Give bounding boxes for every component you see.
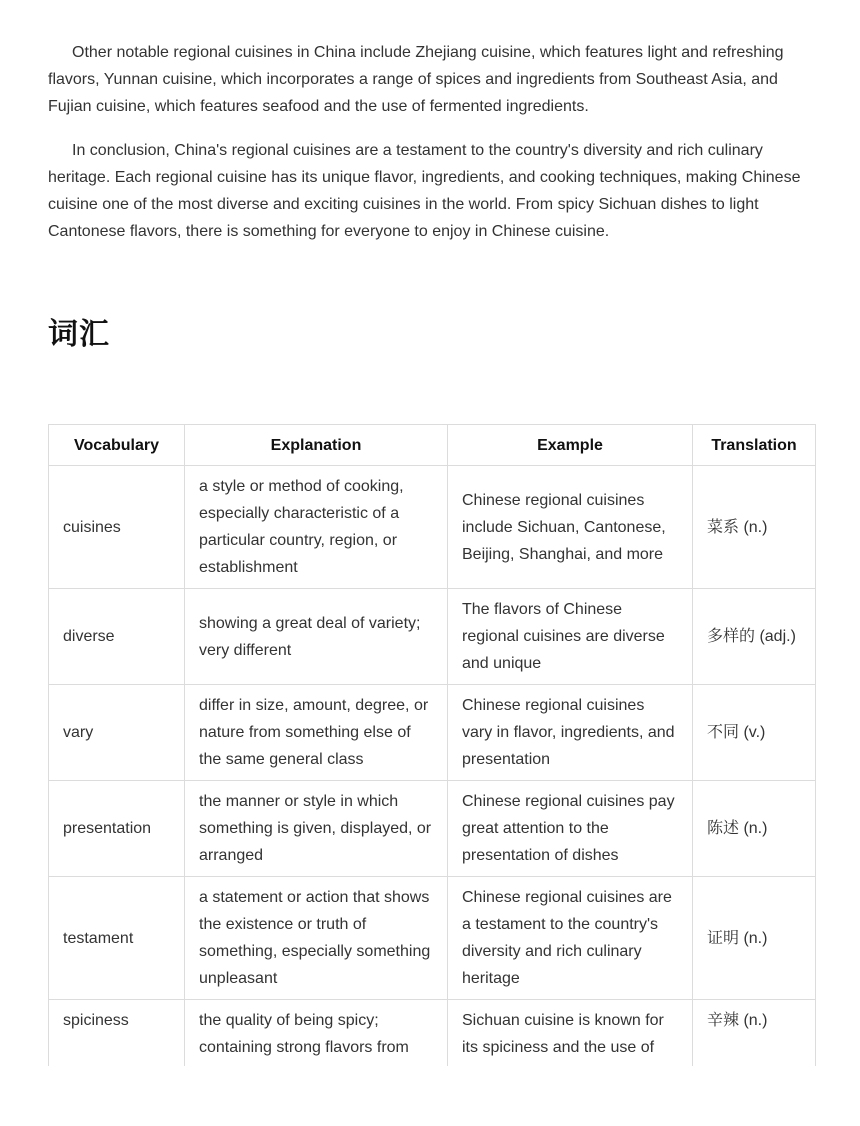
- cell-example: Chinese regional cuisines include Sichuan, Cantonese, Beijing, Shanghai, and more: [448, 466, 693, 589]
- cell-explanation: a statement or action that shows the existence or truth of something, especially something unpleasant: [185, 877, 448, 1000]
- cell-word: cuisines: [49, 466, 185, 589]
- cell-example: Chinese regional cuisines vary in flavor, ingredients, and presentation: [448, 685, 693, 781]
- cell-example: Chinese regional cuisines are a testament to the country's diversity and rich culinary heritage: [448, 877, 693, 1000]
- table-header-row: [49, 425, 816, 466]
- cell-translation: 不同 (v.): [693, 685, 816, 781]
- cell-translation: 辛辣 (n.): [693, 1000, 816, 1069]
- table-row: [49, 877, 816, 1000]
- page-bottom-edge: [0, 1066, 860, 1126]
- cell-word: testament: [49, 877, 185, 1000]
- section-heading-vocabulary: 词汇: [48, 317, 110, 352]
- table-row: [49, 466, 816, 589]
- cell-translation: 多样的 (adj.): [693, 589, 816, 685]
- cell-example: Chinese regional cuisines pay great attention to the presentation of dishes: [448, 781, 693, 877]
- cell-word: diverse: [49, 589, 185, 685]
- cell-explanation: the manner or style in which something is given, displayed, or arranged: [185, 781, 448, 877]
- cell-example: The flavors of Chinese regional cuisines are diverse and unique: [448, 589, 693, 685]
- table-row: [49, 589, 816, 685]
- vocabulary-table: [48, 424, 816, 1069]
- cell-explanation: differ in size, amount, degree, or nature from something else of the same general class: [185, 685, 448, 781]
- table-row: [49, 781, 816, 877]
- header-translation: Translation: [693, 425, 816, 466]
- header-explanation: Explanation: [185, 425, 448, 466]
- cell-word: vary: [49, 685, 185, 781]
- paragraph-regional-cuisines: Other notable regional cuisines in China include Zhejiang cuisine, which features light and refreshing flavors, Yunnan cuisine, which incorporates a range of spices and ingredients from Southeast Asia, and Fujian cuisine, which features seafood and the use of fermented ingredients.: [48, 44, 784, 115]
- cell-example: Sichuan cuisine is known for its spiciness and the use of: [448, 1000, 693, 1069]
- cell-explanation: showing a great deal of variety; very different: [185, 589, 448, 685]
- table-row: [49, 685, 816, 781]
- header-vocabulary: Vocabulary: [49, 425, 185, 466]
- table-row: [49, 1000, 816, 1069]
- cell-explanation: a style or method of cooking, especially characteristic of a particular country, region, or establishment: [185, 466, 448, 589]
- cell-translation: 菜系 (n.): [693, 466, 816, 589]
- cell-translation: 证明 (n.): [693, 877, 816, 1000]
- header-example: Example: [448, 425, 693, 466]
- paragraph-conclusion: In conclusion, China's regional cuisines are a testament to the country's diversity and rich culinary heritage. Each regional cuisine has its unique flavor, ingredients, and cooking techniques, making Chinese cuisine one of the most diverse and exciting cuisines in the world. From spicy Sichuan dishes to light Cantonese flavors, there is something for everyone to enjoy in Chinese cuisine.: [48, 142, 801, 240]
- cell-word: spiciness: [49, 1000, 185, 1069]
- cell-explanation: the quality of being spicy; containing strong flavors from: [185, 1000, 448, 1069]
- cell-translation: 陈述 (n.): [693, 781, 816, 877]
- cell-word: presentation: [49, 781, 185, 877]
